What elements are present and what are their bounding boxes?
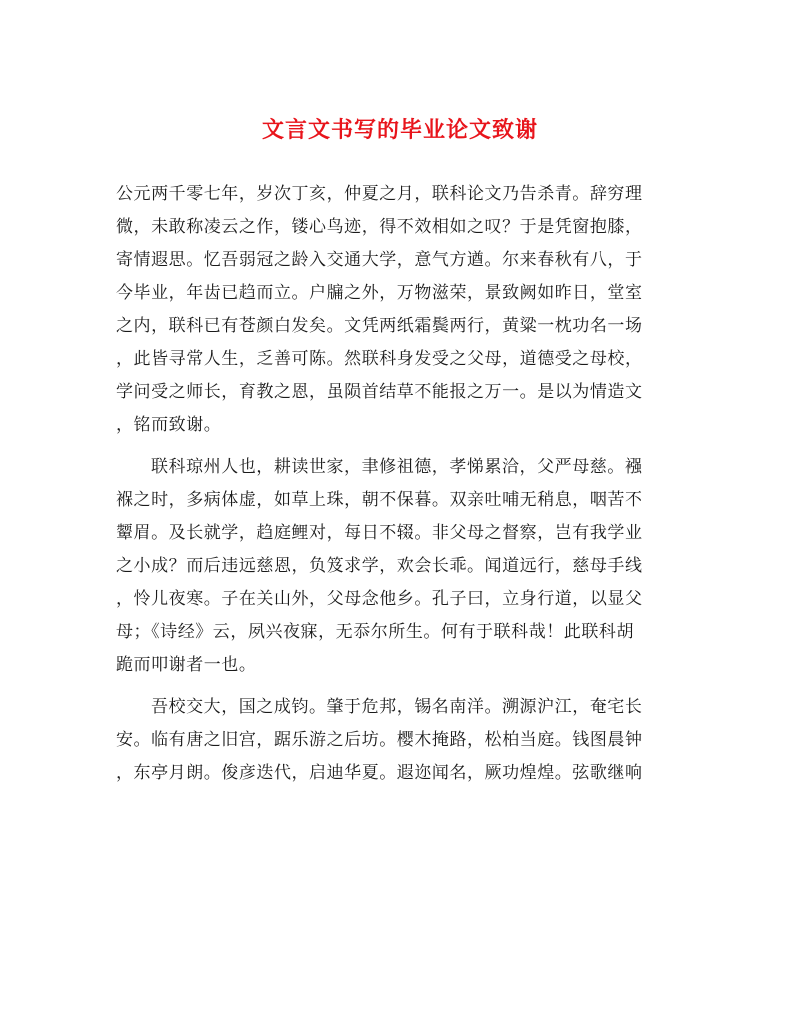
text-line: 吾校交大，国之成钧。肇于危邦，锡名南洋。溯源沪江，奄宅长 xyxy=(151,697,643,717)
text-line: 学问受之师长，育教之恩，虽陨首结草不能报之万一。是以为情造文 xyxy=(116,382,643,402)
text-line: ，铭而致谢。 xyxy=(116,415,222,435)
paragraph-spacer xyxy=(116,442,676,451)
text-line: 母；《诗经》云，夙兴夜寐，无忝尔所生。何有于联科哉！此联科胡 xyxy=(116,622,634,642)
text-line: ，东亭月朗。俊彦迭代，启迪华夏。遐迩闻名，厥功煌煌。弦歌继响 xyxy=(116,763,643,783)
text-line: ，怜儿夜寒。子在关山外，父母念他乡。孔子曰，立身行道，以显父 xyxy=(116,589,643,609)
text-line: 安。临有唐之旧宫，踞乐游之后坊。樱木掩路，松柏当庭。钱图晨钟 xyxy=(116,730,643,750)
text-line: 联科琼州人也，耕读世家，聿修祖德，孝悌累洽，父严母慈。襁 xyxy=(151,457,643,477)
text-line: 颦眉。及长就学，趋庭鲤对，每日不辍。非父母之督察，岂有我学业 xyxy=(116,523,643,543)
text-line: 跪而叩谢者一也。 xyxy=(116,655,257,675)
text-line: 褓之时，多病体虚，如草上珠，朝不保暮。双亲吐哺无稍息，咽苦不 xyxy=(116,490,643,510)
text-line: 公元两千零七年，岁次丁亥，仲夏之月，联科论文乃告杀青。辞穷理 xyxy=(116,184,643,204)
text-line: 之内，联科已有苍颜白发矣。文凭两纸霜鬓两行，黄粱一枕功名一场 xyxy=(116,316,643,336)
document-title: 文言文书写的毕业论文致谢 xyxy=(261,117,538,143)
text-line: ，此皆寻常人生，乏善可陈。然联科身发受之父母，道德受之母校， xyxy=(116,349,643,369)
text-line: 微，未敢称凌云之作，镂心鸟迹，得不效相如之叹？于是凭窗抱膝， xyxy=(116,217,643,237)
paragraph-3 xyxy=(116,691,676,790)
paragraph-1 xyxy=(116,178,676,442)
paragraph-2 xyxy=(116,451,676,682)
text-line: 之小成？而后违远慈恩，负笈求学，欢会长乖。闻道远行，慈母手线 xyxy=(116,556,643,576)
text-line: 今毕业，年齿已趋而立。户牖之外，万物滋荣，景致阙如昨日，堂室 xyxy=(116,283,643,303)
document-body xyxy=(116,178,676,790)
paragraph-spacer xyxy=(116,682,676,691)
text-line: 寄情遐思。忆吾弱冠之龄入交通大学，意气方遒。尔来春秋有八，于 xyxy=(116,250,643,270)
